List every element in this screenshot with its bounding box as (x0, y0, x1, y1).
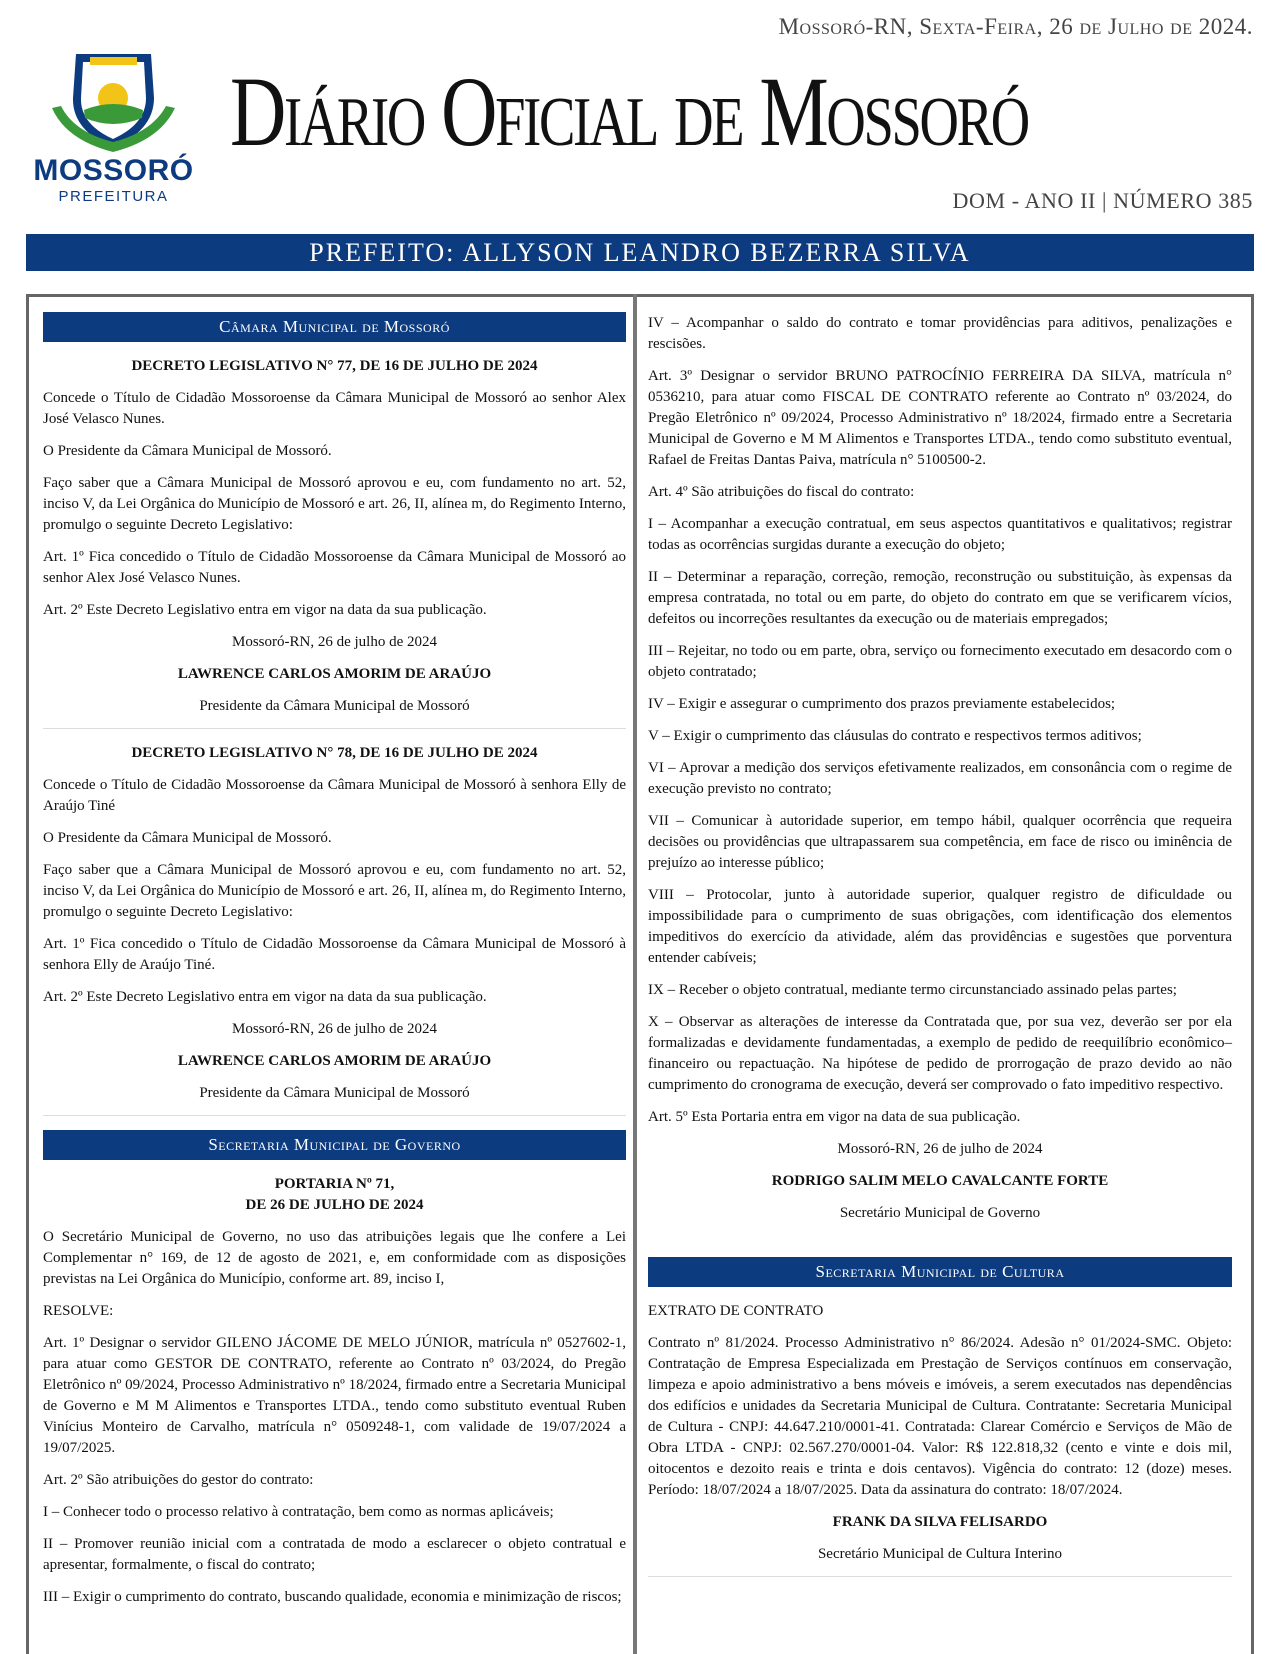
separator (648, 1576, 1232, 1577)
portaria-art3: Art. 3º Designar o servidor BRUNO PATROCÍNIO FERREIRA DA SILVA, matrícula n° 0536210, para atuar como FISCAL DE CONTRATO referente ao Contrato nº 03/2024, do Pregão Eletrônico nº 09/2024, Processo Administrativo nº 18/2024, firmado entre a Secretaria Municipal de Governo e M M Alimentos e Transportes LTDA., tendo como substituto eventual, Rafael de Freitas Dantas Paiva, matrícula n° 5100500-2. (648, 368, 1232, 468)
extrato-signer: FRANK DA SILVA FELISARDO (832, 1514, 1048, 1530)
section-header-cultura: Secretaria Municipal de Cultura (648, 1257, 1232, 1287)
extrato-body: Contrato nº 81/2024. Processo Administrativo n° 86/2024. Adesão n° 01/2024-SMC. Objeto: Contratação de Empresa Especializada em Prestação de Serviços contínuos em conservação, limpeza e apoio administrativo a bens móveis e imóveis, a serem executados nas dependências dos edifícios e unidades da Secretaria Municipal de Cultura. Contratante: Secretaria Municipal de Cultura - CNPJ: 44.647.210/0001-41. Contratada: Clarear Comércio e Serviços de Mão de Obra LTDA - CNPJ: 02.567.270/0001-04. Valor: R$ 122.818,32 (cento e vinte e dois mil, oitocentos e dezoito reais e trinta e dois centavos). Vigência do contrato: 12 (doze) meses. Período: 18/07/2024 a 18/07/2025. Data da assinatura do contrato: 18/07/2024. (648, 1335, 1232, 1498)
portaria-art1: Art. 1º Designar o servidor GILENO JÁCOME DE MELO JÚNIOR, matrícula nº 0527602-1, para atuar como GESTOR DE CONTRATO, referente ao Contrato nº 03/2024, do Pregão Eletrônico nº 09/2024, Processo Administrativo nº 18/2024, firmado entre a Secretaria Municipal de Governo e M M Alimentos e Transportes LTDA., tendo como substituto eventual Ruben Vinícius Monteiro de Carvalho, matrícula n° 0509248-1, com validade de 19/07/2024 a 19/07/2025. (43, 1335, 626, 1456)
fiscal-item-iii: III – Rejeitar, no todo ou em parte, obra, serviço ou fornecimento executado em desacordo com o objeto contratado; (648, 643, 1232, 680)
fiscal-item-ix: IX – Receber o objeto contratual, mediante termo circunstanciado assinado pelas partes; (648, 982, 1177, 998)
fiscal-item-iv: IV – Exigir e assegurar o cumprimento dos prazos previamente estabelecidos; (648, 696, 1116, 712)
portaria-item-iv: IV – Acompanhar o saldo do contrato e tomar providências para aditivos, penalizações e rescisões. (648, 315, 1232, 352)
logo-subtitle: PREFEITURA (58, 188, 169, 205)
decreto-77-date: Mossoró-RN, 26 de julho de 2024 (232, 634, 437, 650)
portaria-date: Mossoró-RN, 26 de julho de 2024 (837, 1141, 1043, 1157)
decreto-77-signer: LAWRENCE CARLOS AMORIM DE ARAÚJO (177, 666, 492, 682)
decreto-78-art1: Art. 1º Fica concedido o Título de Cidadão Mossoroense da Câmara Municipal de Mossoró à senhora Elly de Araújo Tiné. (43, 936, 626, 973)
decreto-77-title: DECRETO LEGISLATIVO N° 77, DE 16 DE JULHO DE 2024 (131, 358, 538, 374)
portaria-art4: Art. 4º São atribuições do fiscal do contrato: (648, 484, 915, 500)
portaria-art2: Art. 2º São atribuições do gestor do contrato: (43, 1472, 314, 1488)
portaria-role: Secretário Municipal de Governo (839, 1205, 1041, 1221)
fiscal-item-viii: VIII – Protocolar, junto à autoridade superior, qualquer registro de dificuldade ou impossibilidade para o cumprimento de suas obrigações, com identificação dos elementos impeditivos do exercício da atividade, além das providências e sugestões que porventura entender cabíveis; (648, 887, 1232, 966)
fiscal-item-vii: VII – Comunicar à autoridade superior, em tempo hábil, qualquer ocorrência que requeira decisões ou providências que ultrapassarem sua competência, em face de risco ou iminência de prejuízo ao interesse público; (648, 813, 1232, 871)
decreto-78-signer: LAWRENCE CARLOS AMORIM DE ARAÚJO (177, 1053, 492, 1069)
fiscal-item-i: I – Acompanhar a execução contratual, em seus aspectos quantitativos e qualitativos; registrar todas as ocorrências surgidas durante a execução do objeto; (648, 516, 1232, 553)
decreto-78-role: Presidente da Câmara Municipal de Mossoró (199, 1085, 470, 1101)
logo-name: MOSSORÓ (33, 154, 194, 187)
portaria-item-ii: II – Promover reunião inicial com a contratada de modo a esclarecer o objeto contratual e apresentar, formalmente, o fiscal do contrato; (43, 1536, 626, 1573)
portaria-item-i: I – Conhecer todo o processo relativo à contratação, bem como as normas aplicáveis; (43, 1504, 554, 1520)
separator (43, 728, 626, 729)
issue-number: DOM - ANO II | NÚMERO 385 (952, 188, 1253, 213)
portaria-signer: RODRIGO SALIM MELO CAVALCANTE FORTE (771, 1173, 1109, 1189)
decreto-77-role: Presidente da Câmara Municipal de Mossoró (199, 698, 470, 714)
portaria-title-1: PORTARIA Nº 71, (274, 1176, 395, 1192)
left-column (43, 312, 626, 1619)
fiscal-item-vi: VI – Aprovar a medição dos serviços efetivamente realizados, em consonância com o regime de execução previsto no contrato; (648, 760, 1232, 797)
column-divider (633, 294, 637, 1654)
date-line: Mossoró-RN, Sexta-Feira, 26 de Julho de 2024. (778, 14, 1253, 39)
portaria-title-2: DE 26 DE JULHO DE 2024 (245, 1197, 424, 1213)
decreto-78-title: DECRETO LEGISLATIVO N° 78, DE 16 DE JULHO DE 2024 (131, 745, 538, 761)
decreto-77-preamble: Faço saber que a Câmara Municipal de Mossoró aprovou e eu, com fundamento no art. 52, inciso V, da Lei Orgânica do Município de Mossoró e art. 26, II, alínea m, do Regimento Interno, promulgo o seguinte Decreto Legislativo: (43, 475, 626, 533)
decreto-77-president: O Presidente da Câmara Municipal de Mossoró. (43, 443, 332, 459)
prefeitura-logo (26, 48, 201, 206)
decreto-78-preamble: Faço saber que a Câmara Municipal de Mossoró aprovou e eu, com fundamento no art. 52, inciso V, da Lei Orgânica do Município de Mossoró e art. 26, II, alínea m, do Regimento Interno, promulgo o seguinte Decreto Legislativo: (43, 862, 626, 920)
extrato-title: EXTRATO DE CONTRATO (648, 1303, 824, 1319)
portaria-resolve: RESOLVE: (43, 1303, 114, 1319)
section-header-camara: Câmara Municipal de Mossoró (43, 312, 626, 342)
coat-of-arms-icon (46, 48, 181, 156)
decreto-78-summary: Concede o Título de Cidadão Mossoroense da Câmara Municipal de Mossoró à senhora Elly de Araújo Tiné (43, 777, 626, 814)
fiscal-item-v: V – Exigir o cumprimento das cláusulas do contrato e respectivos termos aditivos; (648, 728, 1142, 744)
extrato-role: Secretário Municipal de Cultura Interino (817, 1546, 1063, 1562)
decreto-77-art1: Art. 1º Fica concedido o Título de Cidadão Mossoroense da Câmara Municipal de Mossoró ao senhor Alex José Velasco Nunes. (43, 549, 626, 586)
section-header-governo: Secretaria Municipal de Governo (43, 1130, 626, 1160)
mayor-bar: PREFEITO: ALLYSON LEANDRO BEZERRA SILVA (26, 234, 1254, 271)
decreto-77-art2: Art. 2º Este Decreto Legislativo entra em vigor na data da sua publicação. (43, 602, 487, 618)
right-column (648, 313, 1232, 1591)
portaria-art5: Art. 5º Esta Portaria entra em vigor na data de sua publicação. (648, 1109, 1021, 1125)
decreto-78-art2: Art. 2º Este Decreto Legislativo entra em vigor na data da sua publicação. (43, 989, 487, 1005)
decreto-78-president: O Presidente da Câmara Municipal de Mossoró. (43, 830, 332, 846)
separator (43, 1115, 626, 1116)
decreto-77-summary: Concede o Título de Cidadão Mossoroense da Câmara Municipal de Mossoró ao senhor Alex José Velasco Nunes. (43, 390, 626, 427)
portaria-item-iii: III – Exigir o cumprimento do contrato, buscando qualidade, economia e minimização de riscos; (43, 1589, 622, 1605)
decreto-78-date: Mossoró-RN, 26 de julho de 2024 (232, 1021, 437, 1037)
fiscal-item-x: X – Observar as alterações de interesse da Contratada que, por sua vez, deverão ser por ela formalizadas e devidamente fundamentadas, a exemplo de pedido de reequilíbrio econômico–financeiro ou repactuação. Na hipótese de pedido de prorrogação de prazo devido ao não cumprimento do cronograma de execução, deverá ser comprovado o fato impeditivo respectivo. (648, 1014, 1232, 1093)
masthead-title: Diário Oficial de Mossoró (230, 56, 1028, 167)
portaria-preamble: O Secretário Municipal de Governo, no uso das atribuições legais que lhe confere a Lei Complementar n° 169, de 12 de agosto de 2021, e, em conformidade com as disposições previstas na Lei Orgânica do Município, conforme art. 89, inciso I, (43, 1229, 626, 1287)
fiscal-item-ii: II – Determinar a reparação, correção, remoção, reconstrução ou substituição, às expensas da empresa contratada, no total ou em parte, do objeto do contrato em que se verificarem vícios, defeitos ou incorreções resultantes da execução ou de materiais empregados; (648, 569, 1232, 627)
